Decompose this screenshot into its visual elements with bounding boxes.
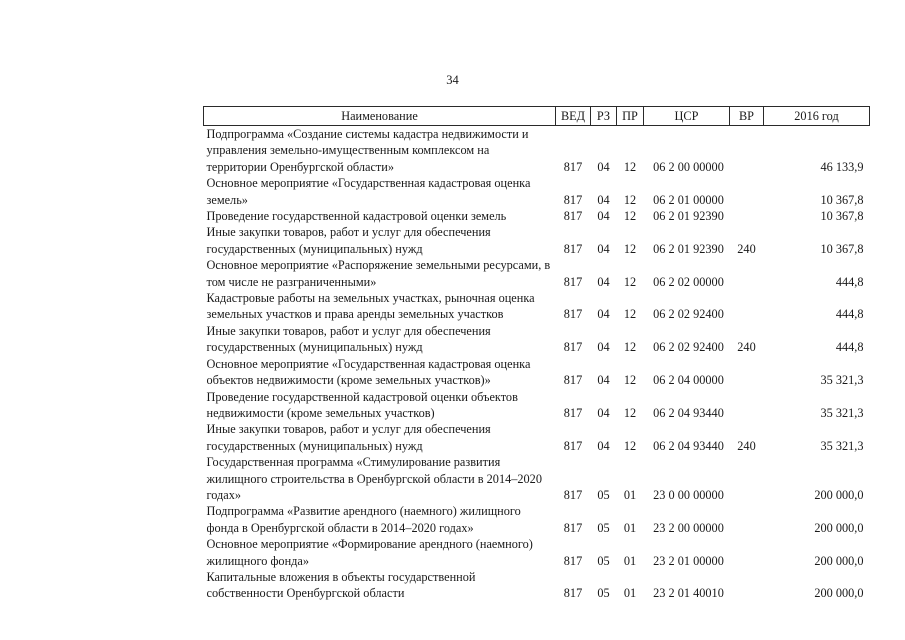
- header-pr: ПР: [617, 107, 644, 126]
- row-rz: 04: [597, 438, 610, 453]
- row-vr: 240: [737, 241, 756, 256]
- row-csr: 23 2 01 40010: [653, 586, 724, 601]
- row-csr: 23 2 00 00000: [653, 520, 724, 535]
- row-vr: [730, 257, 764, 290]
- row-amount: 10 367,8: [820, 241, 864, 256]
- row-vr: 240: [737, 340, 756, 355]
- row-name: Иные закупки товаров, работ и услуг для обеспечения государственных (муниципальных) нужд: [206, 422, 491, 453]
- row-pr: 12: [623, 274, 637, 289]
- header-rz: РЗ: [591, 107, 617, 126]
- header-vr: ВР: [730, 107, 764, 126]
- row-vr: [730, 208, 764, 224]
- row-rz: 04: [597, 307, 610, 322]
- row-name: Иные закупки товаров, работ и услуг для обеспечения государственных (муниципальных) нужд: [206, 225, 491, 256]
- row-csr: 06 2 01 92390: [653, 209, 724, 224]
- row-name: Подпрограмма «Создание системы кадастра недвижимости и управления земельно-имущественным комплексом на территории Оренбургской области»: [206, 127, 529, 174]
- row-name: Основное мероприятие «Формирование арендного (наемного) жилищного фонда»: [206, 537, 533, 568]
- table-row: [204, 421, 870, 454]
- row-amount: 35 321,3: [820, 405, 864, 420]
- row-rz: 05: [597, 553, 610, 568]
- row-pr: 12: [623, 405, 637, 420]
- row-rz: 05: [597, 586, 610, 601]
- row-amount: 444,8: [835, 307, 864, 322]
- table-row: [204, 323, 870, 356]
- table-header-row: [204, 107, 870, 126]
- row-vr: [730, 290, 764, 323]
- row-name: Кадастровые работы на земельных участках, рыночная оценка земельных участков и права аренды земельных участков: [206, 291, 535, 322]
- row-amount: 10 367,8: [820, 192, 864, 207]
- row-ved: 817: [563, 438, 583, 453]
- row-rz: 05: [597, 487, 610, 502]
- row-rz: 05: [597, 520, 610, 535]
- row-csr: 06 2 04 00000: [653, 373, 724, 388]
- row-name: Подпрограмма «Развитие арендного (наемного) жилищного фонда в Оренбургской области в 2014–2020 годах»: [206, 504, 521, 535]
- row-ved: 817: [563, 553, 583, 568]
- row-ved: 817: [563, 520, 583, 535]
- row-csr: 06 2 02 00000: [653, 274, 724, 289]
- row-vr: [730, 536, 764, 569]
- table-row: [204, 536, 870, 569]
- row-pr: 12: [623, 438, 637, 453]
- row-ved: 817: [563, 274, 583, 289]
- row-ved: 817: [563, 241, 583, 256]
- row-pr: 12: [623, 307, 637, 322]
- row-pr: 12: [623, 209, 637, 224]
- row-amount: 444,8: [835, 274, 864, 289]
- table-row: [204, 454, 870, 503]
- row-rz: 04: [597, 340, 610, 355]
- budget-table: [203, 106, 870, 602]
- table-row: [204, 290, 870, 323]
- row-ved: 817: [563, 307, 583, 322]
- table-row: [204, 224, 870, 257]
- row-name: Проведение государственной кадастровой оценки земель: [206, 209, 507, 224]
- row-amount: 200 000,0: [814, 520, 864, 535]
- row-rz: 04: [597, 192, 610, 207]
- row-rz: 04: [597, 373, 610, 388]
- row-vr: [730, 126, 764, 176]
- row-pr: 01: [623, 586, 637, 601]
- row-pr: 12: [623, 159, 637, 174]
- header-name: Наименование: [204, 107, 556, 126]
- table-row: [204, 356, 870, 389]
- row-csr: 06 2 01 92390: [653, 241, 724, 256]
- row-pr: 12: [623, 340, 637, 355]
- row-csr: 06 2 02 92400: [653, 307, 724, 322]
- table-row: [204, 126, 870, 176]
- table-row: [204, 503, 870, 536]
- row-csr: 06 2 02 92400: [653, 340, 724, 355]
- row-rz: 04: [597, 405, 610, 420]
- header-csr: ЦСР: [644, 107, 730, 126]
- row-ved: 817: [563, 340, 583, 355]
- row-amount: 10 367,8: [820, 209, 864, 224]
- row-amount: 200 000,0: [814, 487, 864, 502]
- row-vr: [730, 389, 764, 422]
- row-ved: 817: [563, 192, 583, 207]
- row-ved: 817: [563, 487, 583, 502]
- row-amount: 35 321,3: [820, 373, 864, 388]
- header-ved: ВЕД: [556, 107, 591, 126]
- row-vr: [730, 454, 764, 503]
- row-csr: 23 0 00 00000: [653, 487, 724, 502]
- row-rz: 04: [597, 209, 610, 224]
- table-row: [204, 175, 870, 208]
- row-pr: 12: [623, 373, 637, 388]
- row-rz: 04: [597, 159, 610, 174]
- row-name: Капитальные вложения в объекты государственной собственности Оренбургской области: [206, 569, 476, 601]
- row-ved: 817: [563, 373, 583, 388]
- row-name: Основное мероприятие «Государственная кадастровая оценка земель»: [206, 176, 531, 207]
- row-pr: 12: [623, 192, 637, 207]
- row-vr: 240: [737, 438, 756, 453]
- row-pr: 01: [623, 553, 637, 568]
- row-rz: 04: [597, 274, 610, 289]
- row-vr: [730, 503, 764, 536]
- table-row: [204, 389, 870, 422]
- row-name: Государственная программа «Стимулирование развития жилищного строительства в Оренбургской области в 2014–2020 годах»: [206, 455, 542, 502]
- row-csr: 23 2 01 00000: [653, 553, 724, 568]
- row-rz: 04: [597, 241, 610, 256]
- header-amount: 2016 год: [764, 107, 870, 126]
- row-amount: 200 000,0: [814, 553, 864, 568]
- row-amount: 444,8: [835, 340, 864, 355]
- row-name: Основное мероприятие «Государственная кадастровая оценка объектов недвижимости (кроме земельных участков)»: [206, 356, 531, 388]
- row-csr: 06 2 00 00000: [653, 159, 724, 174]
- table-row: [204, 569, 870, 602]
- row-amount: 200 000,0: [814, 586, 864, 601]
- table-row: [204, 257, 870, 290]
- table-row: [204, 208, 870, 224]
- row-amount: 46 133,9: [820, 159, 864, 174]
- row-pr: 01: [623, 487, 637, 502]
- row-pr: 01: [623, 520, 637, 535]
- row-name: Основное мероприятие «Распоряжение земельными ресурсами, в том числе не разграниченными»: [206, 258, 551, 289]
- row-name: Иные закупки товаров, работ и услуг для обеспечения государственных (муниципальных) нужд: [206, 323, 491, 355]
- row-ved: 817: [563, 209, 583, 224]
- row-ved: 817: [563, 586, 583, 601]
- row-ved: 817: [563, 159, 583, 174]
- row-vr: [730, 175, 764, 208]
- row-ved: 817: [563, 405, 583, 420]
- row-name: Проведение государственной кадастровой оценки объектов недвижимости (кроме земельных участков): [206, 389, 518, 420]
- row-vr: [730, 569, 764, 602]
- row-csr: 06 2 04 93440: [653, 405, 724, 420]
- row-pr: 12: [623, 241, 637, 256]
- row-csr: 06 2 01 00000: [653, 192, 724, 207]
- row-amount: 35 321,3: [820, 438, 864, 453]
- row-csr: 06 2 04 93440: [653, 438, 724, 453]
- row-vr: [730, 356, 764, 389]
- page-number: 34: [446, 73, 459, 87]
